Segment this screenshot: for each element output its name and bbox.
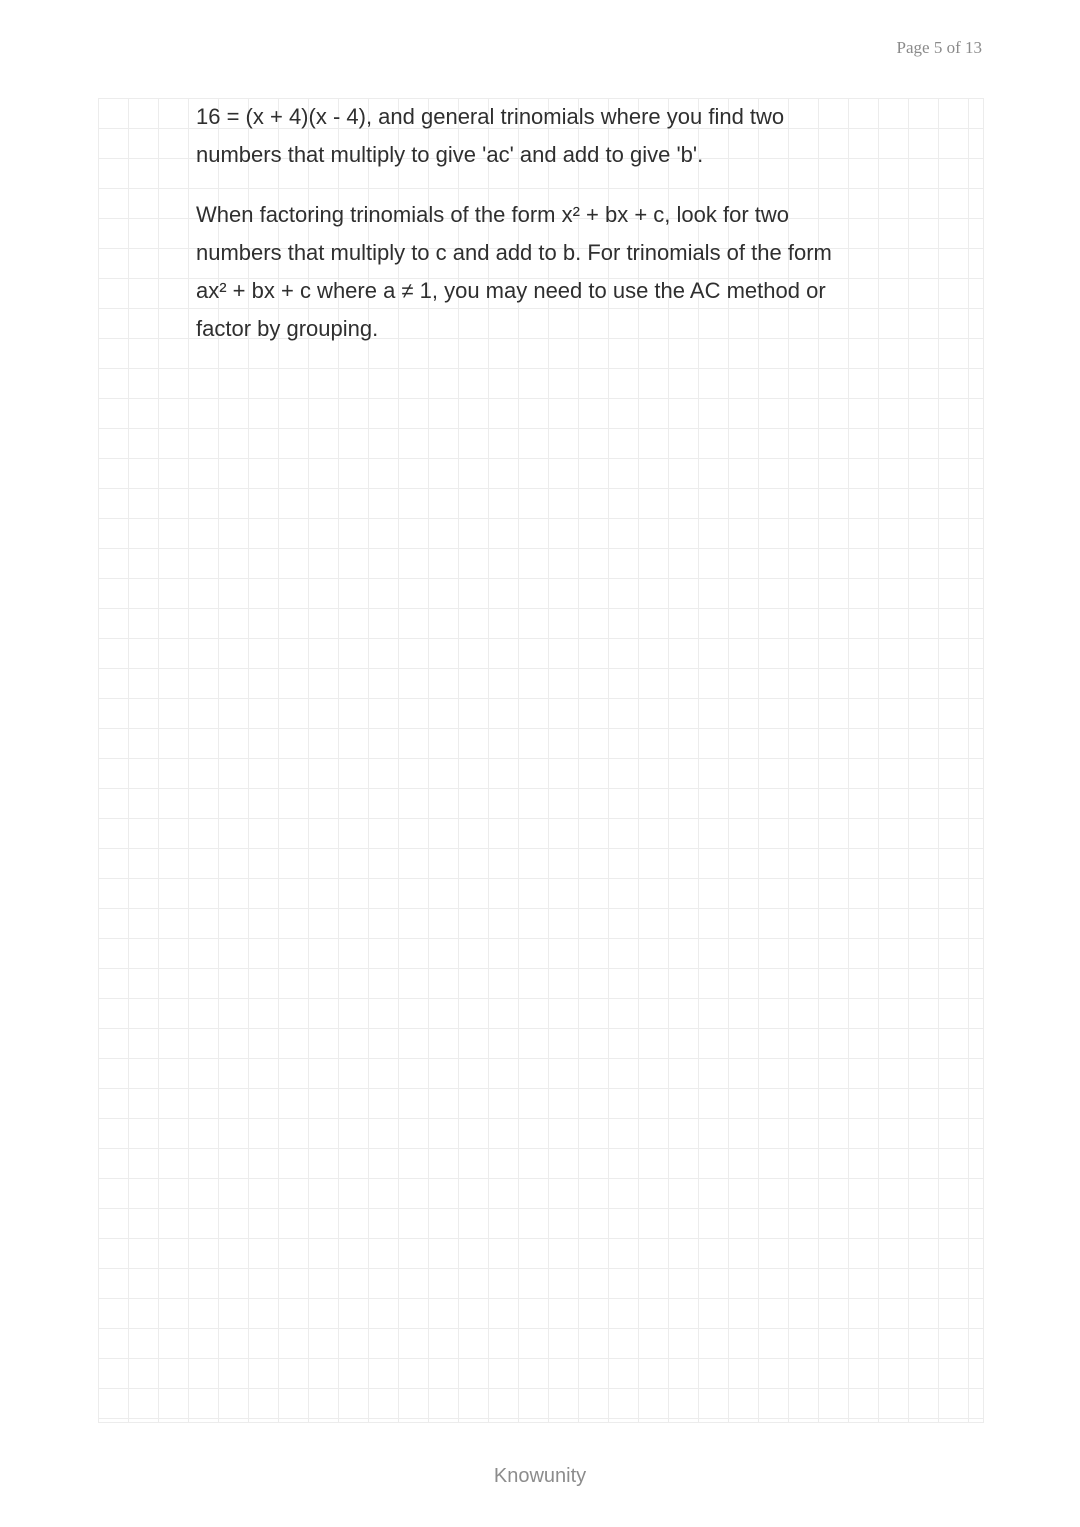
paragraph-factoring-special-cases: 16 = (x + 4)(x - 4), and general trinomials where you find two numbers that multiply to give 'ac' and add to give 'b'. xyxy=(196,104,785,167)
page-number: Page 5 of 13 xyxy=(896,38,982,57)
document-body xyxy=(196,98,856,348)
paragraph-factoring-trinomials: When factoring trinomials of the form x² + bx + c, look for two numbers that multiply to c and add to b. For trinomials of the form ax² + bx + c where a ≠ 1, you may need to use the AC method or factor by grouping. xyxy=(196,202,832,341)
footer-brand: Knowunity xyxy=(493,1465,587,1487)
